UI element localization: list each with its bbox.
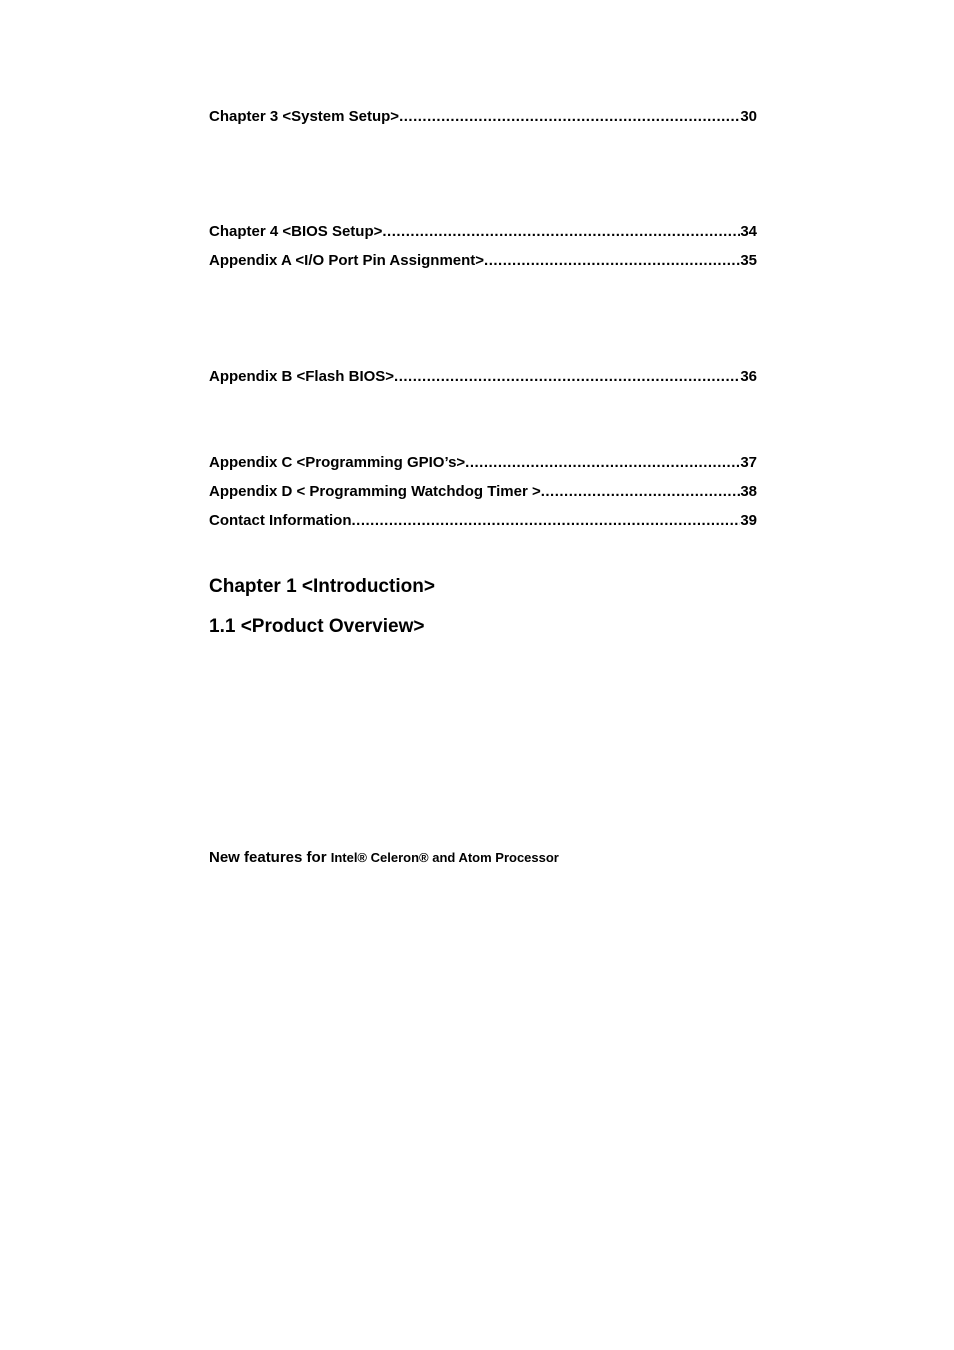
toc-dot-leader [465, 453, 740, 473]
section-heading: 1.1 <Product Overview> [209, 616, 425, 637]
toc-entry-title: Chapter 3 <System Setup> [209, 108, 400, 125]
toc-dot-leader [352, 511, 741, 531]
toc-entry-appendix-c[interactable] [209, 453, 757, 473]
toc-entry-title: Appendix A <I/O Port Pin Assignment> [209, 252, 485, 269]
toc-entry-page: 35 [740, 252, 757, 269]
toc-entry-appendix-b[interactable] [209, 367, 757, 387]
toc-entry-page: 37 [740, 454, 757, 471]
chapter-heading: Chapter 1 <Introduction> [209, 576, 435, 597]
toc-entry-chapter-4[interactable] [209, 222, 757, 242]
toc-entry-page: 38 [740, 483, 757, 500]
toc-dot-leader [541, 482, 741, 502]
toc-entry-appendix-d[interactable] [209, 482, 757, 502]
toc-entry-chapter-3[interactable] [209, 107, 757, 127]
toc-dot-leader [484, 251, 740, 271]
toc-entry-title: Appendix D < Programming Watchdog Timer > [209, 483, 541, 500]
toc-entry-page: 34 [740, 223, 757, 240]
new-features-line [209, 847, 559, 869]
toc-entry-appendix-a[interactable] [209, 251, 757, 271]
toc-entry-page: 36 [740, 368, 757, 385]
toc-dot-leader [394, 367, 740, 387]
toc-entry-title: Chapter 4 <BIOS Setup> [209, 223, 383, 240]
toc-dot-leader [382, 222, 740, 242]
toc-entry-page: 39 [740, 512, 757, 529]
toc-entry-title: Appendix C <Programming GPIO’s> [209, 454, 466, 471]
toc-entry-contact-information[interactable] [209, 511, 757, 531]
toc-entry-page: 30 [740, 108, 757, 125]
toc-dot-leader [399, 107, 740, 127]
features-processor-text: Intel® Celeron® and Atom Processor [330, 850, 559, 865]
toc-entry-title: Contact Information [209, 512, 352, 529]
toc-entry-title: Appendix B <Flash BIOS> [209, 368, 395, 385]
features-lead-text: New features for [209, 849, 331, 866]
